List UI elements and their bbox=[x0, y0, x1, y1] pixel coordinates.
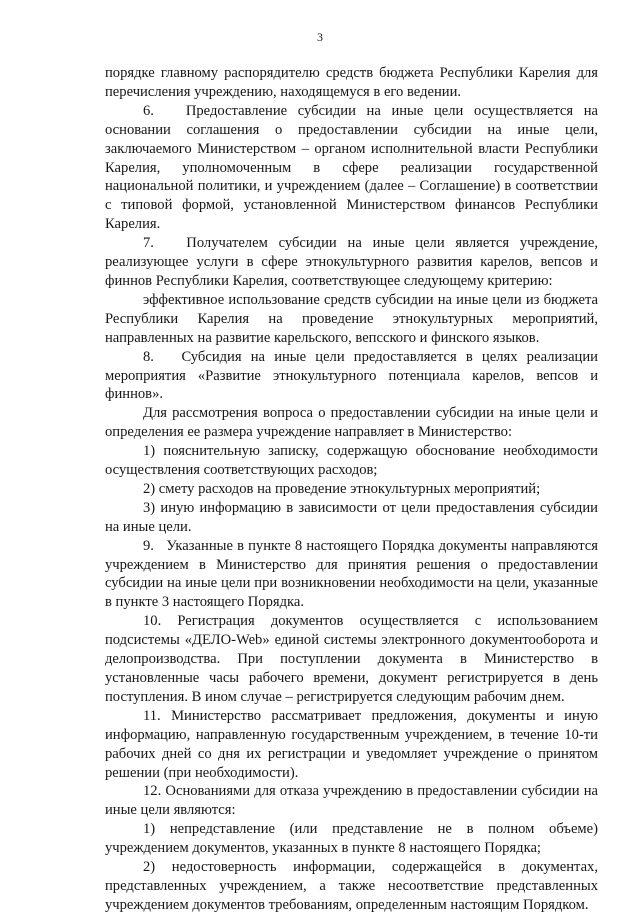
paragraph-item-11: 11. Министерство рассматривает предложения, документы и иную информацию, направленную государственным учреждением, в течение 10-ти рабочих дней со дня их регистрации и уведомляет учреждение о принятом решении (при необходимости). bbox=[105, 707, 598, 781]
paragraph-refusal-1: 1) непредставление (или представление не в полном объеме) учреждением документов, указанных в пункте 8 настоящего Порядка; bbox=[105, 821, 598, 857]
paragraph-item-9: 9. Указанные в пункте 8 настоящего Порядка документы направляются учреждением в Министерство для принятия решения о предоставлении субсидии на иные цели при возникновении необходимости на цели, указанные в пункте 3 настоящего Порядка. bbox=[105, 537, 598, 611]
paragraph-document-3: 3) иную информацию в зависимости от цели предоставления субсидии на иные цели. bbox=[105, 499, 598, 535]
paragraph-criterion: эффективное использование средств субсидии на иные цели из бюджета Республики Карелия на проведение этнокультурных мероприятий, направленных на развитие карельского, вепсского и финского языков. bbox=[105, 291, 598, 346]
paragraph-item-10: 10. Регистрация документов осуществляется с использованием подсистемы «ДЕЛО-Web» единой системы электронного документооборота и делопроизводства. При поступлении документа в Министерство в установленные часы рабочего времени, документ регистрируется в день поступления. В ином случае – регистрируется следующим рабочим днем. bbox=[105, 613, 598, 705]
paragraph-item-12: 12. Основаниями для отказа учреждению в предоставлении субсидии на иные цели являются: bbox=[105, 783, 598, 819]
paragraph-documents-intro: Для рассмотрения вопроса о предоставлении субсидии на иные цели и определения ее размера учреждение направляет в Министерство: bbox=[105, 405, 598, 441]
paragraph-item-6: 6. Предоставление субсидии на иные цели осуществляется на основании соглашения о предоставлении субсидии на иные цели, заключаемого Министерством – органом исполнительной власти Республики Карелия, уполномоченным в сфере реализации государственной национальной политики, и учреждением (далее – Соглашение) в соответствии с типовой формой, установленной Министерством финансов Республики Карелия. bbox=[105, 102, 598, 233]
paragraph-item-7: 7. Получателем субсидии на иные цели является учреждение, реализующее услуги в сфере этнокультурного развития карелов, вепсов и финнов Республики Карелия, соответствующее следующему критерию: bbox=[105, 235, 598, 289]
paragraph-continuation: порядке главному распорядителю средств бюджета Республики Карелия для перечисления учреждению, находящемуся в его ведении. bbox=[105, 65, 598, 100]
paragraph-document-2: 2) смету расходов на проведение этнокультурных мероприятий; bbox=[143, 480, 541, 497]
paragraph-item-8: 8. Субсидия на иные цели предоставляется в целях реализации мероприятия «Развитие этнокультурного потенциала карелов, вепсов и финнов». bbox=[105, 348, 598, 403]
page-number: 3 bbox=[317, 30, 323, 44]
document-body bbox=[105, 64, 598, 915]
paragraph-refusal-2: 2) недостоверность информации, содержащейся в документах, представленных учреждением, а также несоответствие представленных учреждением документов требованиям, определенным настоящим Порядком. bbox=[105, 859, 598, 913]
paragraph-document-1: 1) пояснительную записку, содержащую обоснование необходимости осуществления соответствующих расходов; bbox=[105, 443, 598, 479]
